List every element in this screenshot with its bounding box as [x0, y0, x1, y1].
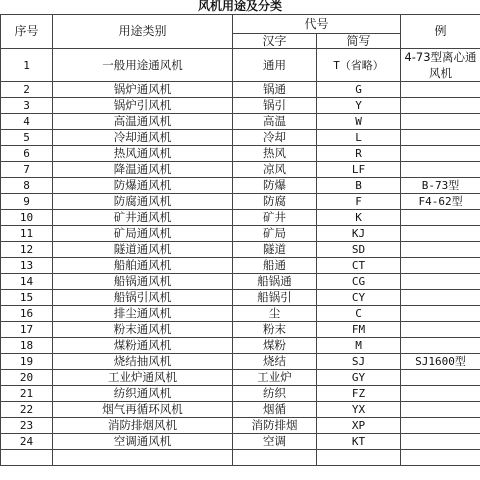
abbr-code-cell: FZ [317, 386, 401, 402]
category-cell: 烧结抽风机 [53, 354, 233, 370]
abbr-code-cell: G [317, 82, 401, 98]
abbr-code-cell: CT [317, 258, 401, 274]
row-number-cell: 22 [1, 402, 53, 418]
example-cell [401, 338, 480, 354]
table-row [1, 434, 480, 450]
category-cell: 矿局通风机 [53, 226, 233, 242]
abbr-code-cell: FM [317, 322, 401, 338]
abbr-code-cell: C [317, 306, 401, 322]
chinese-code-cell: 热风 [233, 146, 317, 162]
chinese-code-cell: 凉风 [233, 162, 317, 178]
chinese-code-cell: 烧结 [233, 354, 317, 370]
category-cell: 粉末通风机 [53, 322, 233, 338]
category-cell: 一般用途通风机 [53, 49, 233, 82]
row-number-cell: 12 [1, 242, 53, 258]
example-cell: SJ1600型 [401, 354, 480, 370]
chinese-code-cell: 工业炉 [233, 370, 317, 386]
header-row-top [1, 15, 480, 34]
example-cell [401, 322, 480, 338]
example-cell [401, 114, 480, 130]
table-row [1, 354, 480, 370]
table-row [1, 146, 480, 162]
example-cell [401, 130, 480, 146]
example-cell [401, 210, 480, 226]
example-cell [401, 258, 480, 274]
category-cell: 隧道通风机 [53, 242, 233, 258]
row-number-cell: 21 [1, 386, 53, 402]
abbr-code-cell: L [317, 130, 401, 146]
row-number-cell: 23 [1, 418, 53, 434]
example-cell [401, 434, 480, 450]
category-cell: 纺织通风机 [53, 386, 233, 402]
example-cell [401, 290, 480, 306]
table-row [1, 322, 480, 338]
header-abbr: 简写 [317, 34, 401, 49]
row-number-cell: 15 [1, 290, 53, 306]
abbr-code-cell: YX [317, 402, 401, 418]
example-cell [401, 274, 480, 290]
table-row [1, 226, 480, 242]
abbr-code-cell: KT [317, 434, 401, 450]
chinese-code-cell: 锅通 [233, 82, 317, 98]
abbr-code-cell: XP [317, 418, 401, 434]
table-row [1, 450, 480, 466]
header-seq: 序号 [1, 15, 53, 49]
row-number-cell: 7 [1, 162, 53, 178]
fan-classification-table [0, 14, 480, 466]
category-cell: 船锅通风机 [53, 274, 233, 290]
row-number-cell: 5 [1, 130, 53, 146]
table-row [1, 418, 480, 434]
example-cell [401, 370, 480, 386]
chinese-code-cell: 纺织 [233, 386, 317, 402]
table-row [1, 306, 480, 322]
table-row [1, 162, 480, 178]
category-cell: 煤粉通风机 [53, 338, 233, 354]
table-row [1, 194, 480, 210]
abbr-code-cell: LF [317, 162, 401, 178]
row-number-cell: 18 [1, 338, 53, 354]
example-cell: F4-62型 [401, 194, 480, 210]
table-row [1, 114, 480, 130]
category-cell: 工业炉通风机 [53, 370, 233, 386]
example-cell [401, 450, 480, 466]
abbr-code-cell: W [317, 114, 401, 130]
abbr-code-cell: CG [317, 274, 401, 290]
category-cell: 防爆通风机 [53, 178, 233, 194]
chinese-code-cell: 空调 [233, 434, 317, 450]
category-cell: 排尘通风机 [53, 306, 233, 322]
abbr-code-cell: B [317, 178, 401, 194]
category-cell: 冷却通风机 [53, 130, 233, 146]
abbr-code-cell [317, 450, 401, 466]
table-row [1, 178, 480, 194]
category-cell: 船锅引风机 [53, 290, 233, 306]
row-number-cell: 3 [1, 98, 53, 114]
abbr-code-cell: K [317, 210, 401, 226]
chinese-code-cell: 消防排烟 [233, 418, 317, 434]
chinese-code-cell [233, 450, 317, 466]
header-category: 用途类别 [53, 15, 233, 49]
abbr-code-cell: KJ [317, 226, 401, 242]
abbr-code-cell: F [317, 194, 401, 210]
example-cell [401, 306, 480, 322]
category-cell: 烟气再循环风机 [53, 402, 233, 418]
category-cell: 矿井通风机 [53, 210, 233, 226]
header-example: 例 [401, 15, 480, 49]
table-row [1, 210, 480, 226]
table-row [1, 242, 480, 258]
category-cell: 热风通风机 [53, 146, 233, 162]
abbr-code-cell: M [317, 338, 401, 354]
example-cell [401, 402, 480, 418]
category-cell: 锅炉通风机 [53, 82, 233, 98]
table-row [1, 274, 480, 290]
chinese-code-cell: 粉末 [233, 322, 317, 338]
chinese-code-cell: 锅引 [233, 98, 317, 114]
row-number-cell: 10 [1, 210, 53, 226]
table-row [1, 130, 480, 146]
category-cell [53, 450, 233, 466]
category-cell: 船舶通风机 [53, 258, 233, 274]
row-number-cell: 16 [1, 306, 53, 322]
abbr-code-cell: SD [317, 242, 401, 258]
table-row [1, 258, 480, 274]
row-number-cell: 2 [1, 82, 53, 98]
table-row [1, 49, 480, 82]
chinese-code-cell: 船锅引 [233, 290, 317, 306]
category-cell: 降温通风机 [53, 162, 233, 178]
chinese-code-cell: 高温 [233, 114, 317, 130]
row-number-cell: 9 [1, 194, 53, 210]
abbr-code-cell: T（省略） [317, 49, 401, 82]
category-cell: 防腐通风机 [53, 194, 233, 210]
category-cell: 消防排烟风机 [53, 418, 233, 434]
example-cell: 4-73型离心通风机 [401, 49, 480, 82]
category-cell: 高温通风机 [53, 114, 233, 130]
row-number-cell: 13 [1, 258, 53, 274]
table-row [1, 386, 480, 402]
example-cell [401, 146, 480, 162]
example-cell [401, 82, 480, 98]
abbr-code-cell: GY [317, 370, 401, 386]
example-cell [401, 162, 480, 178]
abbr-code-cell: R [317, 146, 401, 162]
category-cell: 锅炉引风机 [53, 98, 233, 114]
chinese-code-cell: 矿井 [233, 210, 317, 226]
row-number-cell: 19 [1, 354, 53, 370]
example-cell [401, 226, 480, 242]
chinese-code-cell: 船锅通 [233, 274, 317, 290]
example-cell [401, 98, 480, 114]
category-cell: 空调通风机 [53, 434, 233, 450]
row-number-cell: 4 [1, 114, 53, 130]
chinese-code-cell: 通用 [233, 49, 317, 82]
row-number-cell: 1 [1, 49, 53, 82]
table-row [1, 402, 480, 418]
row-number-cell: 8 [1, 178, 53, 194]
chinese-code-cell: 尘 [233, 306, 317, 322]
row-number-cell: 6 [1, 146, 53, 162]
chinese-code-cell: 隧道 [233, 242, 317, 258]
table-row [1, 370, 480, 386]
chinese-code-cell: 船通 [233, 258, 317, 274]
chinese-code-cell: 矿局 [233, 226, 317, 242]
table-row [1, 82, 480, 98]
header-chinese: 汉字 [233, 34, 317, 49]
row-number-cell: 20 [1, 370, 53, 386]
chinese-code-cell: 冷却 [233, 130, 317, 146]
row-number-cell: 17 [1, 322, 53, 338]
example-cell [401, 242, 480, 258]
header-code: 代号 [233, 15, 401, 34]
abbr-code-cell: Y [317, 98, 401, 114]
chinese-code-cell: 防腐 [233, 194, 317, 210]
chinese-code-cell: 烟循 [233, 402, 317, 418]
row-number-cell: 14 [1, 274, 53, 290]
row-number-cell [1, 450, 53, 466]
example-cell: B-73型 [401, 178, 480, 194]
row-number-cell: 24 [1, 434, 53, 450]
abbr-code-cell: CY [317, 290, 401, 306]
example-cell [401, 386, 480, 402]
row-number-cell: 11 [1, 226, 53, 242]
page-title: 风机用途及分类 [197, 0, 282, 13]
table-row [1, 98, 480, 114]
chinese-code-cell: 防爆 [233, 178, 317, 194]
example-cell [401, 418, 480, 434]
table-row [1, 338, 480, 354]
chinese-code-cell: 煤粉 [233, 338, 317, 354]
abbr-code-cell: SJ [317, 354, 401, 370]
table-row [1, 290, 480, 306]
